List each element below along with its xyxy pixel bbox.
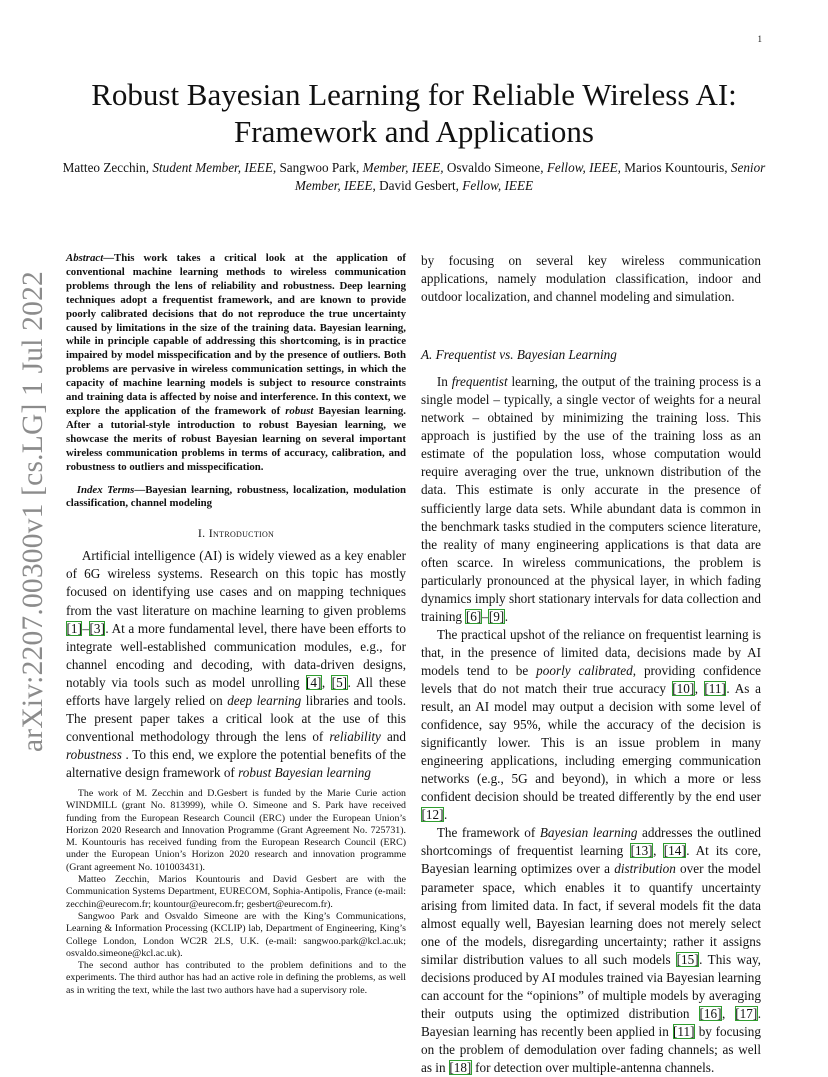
citation-link[interactable]: [18] bbox=[449, 1059, 472, 1075]
footnote-contributions: The second author has contributed to the problem definitions and to the experiments. The third author has had an active role in defining the problems, as well as in writing the text, while the last two authors have had a supervisory role. bbox=[66, 960, 406, 996]
footnote-affiliation-eurecom: Matteo Zecchin, Marios Kountouris and David Gesbert are with the Communication Systems Department, EURECOM, Sophia-Antipolis, France (e-mail: zecchin@eurecom.fr; kountour@eurecom.fr; gesbert@eurecom.fr). bbox=[66, 874, 406, 910]
citation-link[interactable]: [15] bbox=[676, 951, 699, 967]
emphasis-text: deep learning bbox=[227, 692, 302, 708]
emphasis-text: robust bbox=[285, 404, 314, 417]
footnote-funding: The work of M. Zecchin and D.Gesbert is funded by the Marie Curie action WINDMILL (grant No. 813999), while O. Simeone and S. Park have received funding from the European Research Council (ERC) under the European Union’s Horizon 2020 Research and Innovation Programme (Grant Agreement No. 725731). M. Kountouris has received funding from the European Research Council (ERC) under the European Union’s Horizon 2020 research and innovation programme (Grant agreement No. 101003431). bbox=[66, 788, 406, 873]
citation-link[interactable]: [12] bbox=[421, 807, 444, 823]
section-heading-introduction: I. Introduction bbox=[197, 526, 275, 541]
citation-link[interactable]: [3] bbox=[89, 620, 105, 636]
abstract bbox=[66, 252, 406, 475]
citation-link[interactable]: [5] bbox=[331, 674, 348, 690]
index-terms-label: Index Terms bbox=[76, 483, 135, 496]
emphasis-text: Fellow, IEEE bbox=[462, 178, 534, 193]
abstract-label: Abstract bbox=[66, 252, 104, 264]
citation-link[interactable]: [11] bbox=[704, 680, 726, 696]
emphasis-text: Bayesian learning bbox=[539, 825, 638, 841]
emphasis-text: Student Member, IEEE, bbox=[152, 160, 277, 175]
emphasis-text: Fellow, IEEE, bbox=[546, 160, 621, 175]
paragraph-frequentist: In frequentist learning, the output of the training process is a single model – typically, a single vector of weights for a neural network – obtained by minimizing the training loss. This approach is justified by the use of the training loss as an estimate of the population loss, whose computation would require averaging over the true, unknown distribution of the data. This estimate is only accurate in the presence of sufficiently large data sets. While abundant data is common in the benchmark tasks studied in the computers science literature, the reality of many engineering applications is that data are often scarce. In wireless communications, the problem is particularly pronounced at the physical layer, in which fading dynamics imply short stationary intervals for data collection and training [6]–[9]. bbox=[421, 374, 761, 624]
citation-link[interactable]: [14] bbox=[663, 843, 686, 859]
emphasis-text: Senior Member, IEEE bbox=[294, 160, 766, 193]
page-number: 1 bbox=[757, 34, 762, 44]
index-terms-text: —Bayesian learning, robustness, localization, modulation classification, channel modeling bbox=[66, 483, 406, 510]
right-column bbox=[421, 252, 761, 1077]
citation-link[interactable]: [13] bbox=[630, 843, 653, 859]
footnote-affiliation-kcl: Sangwoo Park and Osvaldo Simeone are with the King’s Communications, Learning & Information Processing (KCLIP) lab, Department of Engineering, King’s College London, London WC2R 2LS, U.K. (e-mail: sangwoo.park@kcl.ac.uk; osvaldo.simeone@kcl.ac.uk). bbox=[66, 910, 406, 959]
paper-title: Robust Bayesian Learning for Reliable Wireless AI: Framework and Applications bbox=[91, 77, 737, 149]
index-terms bbox=[66, 484, 406, 512]
author-list: Matteo Zecchin, Student Member, IEEE, Sangwoo Park, Member, IEEE, Osvaldo Simeone, Fellow, IEEE, Marios Kountouris, Senior Member, IEEE, David Gesbert, Fellow, IEEE bbox=[62, 160, 766, 193]
emphasis-text: robust Bayesian learning bbox=[238, 764, 371, 780]
emphasis-text: robustness bbox=[66, 746, 122, 762]
citation-link[interactable]: [10] bbox=[672, 680, 695, 696]
paragraph-bayesian: The framework of Bayesian learning addresses the outlined shortcomings of frequentist learning [13], [14]. At its core, Bayesian learning optimizes over a distribution over the model parameter space, which enables it to quantify uncertainty arising from limited data. In fact, if several models fit the data almost equally well, Bayesian learning does not merely select one of the models, disregarding uncertainty; rather it assigns similar distribution values to all such models [15]. This way, decisions produced by AI modules trained via Bayesian learning can account for the “opinions” of multiple models by averaging their outputs using the optimized distribution [16], [17]. Bayesian learning has recently been applied in [11] by focusing on the problem of demodulation over fading channels; as well as in [18] for detection over multiple-antenna channels. bbox=[421, 825, 762, 1075]
emphasis-text: Member, IEEE, bbox=[362, 160, 444, 175]
abstract-text: —This work takes a critical look at the application of conventional machine learning methods to wireless communication problems through the lens of reliability and robustness. Deep learning techniques adopt a frequentist framework, and are known to provide poorly calibrated decisions that do not reproduce the true uncertainty caused by limitations in the size of the training data. Bayesian learning, while in principle capable of addressing this shortcoming, is in practice impaired by model misspecification and by the presence of outliers. Both problems are pervasive in wireless communication settings, in which the capacity of machine learning models is subject to resource constraints and training data is affected by noise and interference. In this context, we explore the application of the framework of robust Bayesian learning. After a tutorial-style introduction to robust Bayesian learning, we showcase the merits of robust Bayesian learning on several important wireless communication problems in terms of accuracy, calibration, and robustness to outliers and misspecification. bbox=[66, 252, 407, 473]
citation-link[interactable]: [6] bbox=[465, 608, 482, 624]
citation-link[interactable]: [1] bbox=[66, 620, 82, 636]
emphasis-text: frequentist bbox=[451, 374, 508, 390]
citation-link[interactable]: [9] bbox=[488, 608, 505, 624]
emphasis-text: poorly calibrated bbox=[536, 662, 633, 678]
arxiv-identifier-stamp: arXiv:2207.00300v1 [cs.LG] 1 Jul 2022 bbox=[17, 271, 49, 752]
intro-paragraph: Artificial intelligence (AI) is widely viewed as a key enabler of 6G wireless systems. Research on this topic has mostly focused on identifying use cases and on mapping techniques from the vast literature on machine learning to given problems [1]–[3]. At a more fundamental level, there have been efforts to integrate well-established communication modules, e.g., for channel encoding and decoding, with data-driven designs, notably via tools such as model unrolling [4], [5]. All these efforts have largely relied on deep learning libraries and tools. The present paper takes a critical look at the use of this conventional methodology through the lens of reliability and robustness . To this end, we explore the potential benefits of the alternative design framework of robust Bayesian learning bbox=[66, 548, 406, 780]
citation-link[interactable]: [11] bbox=[673, 1023, 695, 1039]
citation-link[interactable]: [16] bbox=[699, 1005, 722, 1021]
subsection-heading-frequentist-vs-bayesian: A. Frequentist vs. Bayesian Learning bbox=[421, 347, 617, 363]
left-column bbox=[66, 252, 406, 782]
emphasis-text: reliability bbox=[329, 728, 381, 744]
citation-link[interactable]: [17] bbox=[735, 1005, 758, 1021]
paragraph-calibration: The practical upshot of the reliance on frequentist learning is that, in the presence of limited data, decisions made by AI models tend to be poorly calibrated, providing confidence levels that do not match their true accuracy [10], [11]. As a result, an AI model may output a decision with some level of confidence, say 95%, while the accuracy of the decision is significantly lower. This is an issue problem in many engineering applications, including emerging communication networks (e.g., 5G and beyond), in which a more or less confident decision should be treated differently by the end user [12]. bbox=[421, 626, 762, 823]
footnotes bbox=[66, 788, 406, 997]
emphasis-text: distribution bbox=[614, 861, 676, 877]
citation-link[interactable]: [4] bbox=[306, 674, 322, 690]
intro-continuation: by focusing on several key wireless communication applications, namely modulation classification, indoor and outdoor localization, and channel modeling and simulation. bbox=[421, 253, 761, 305]
